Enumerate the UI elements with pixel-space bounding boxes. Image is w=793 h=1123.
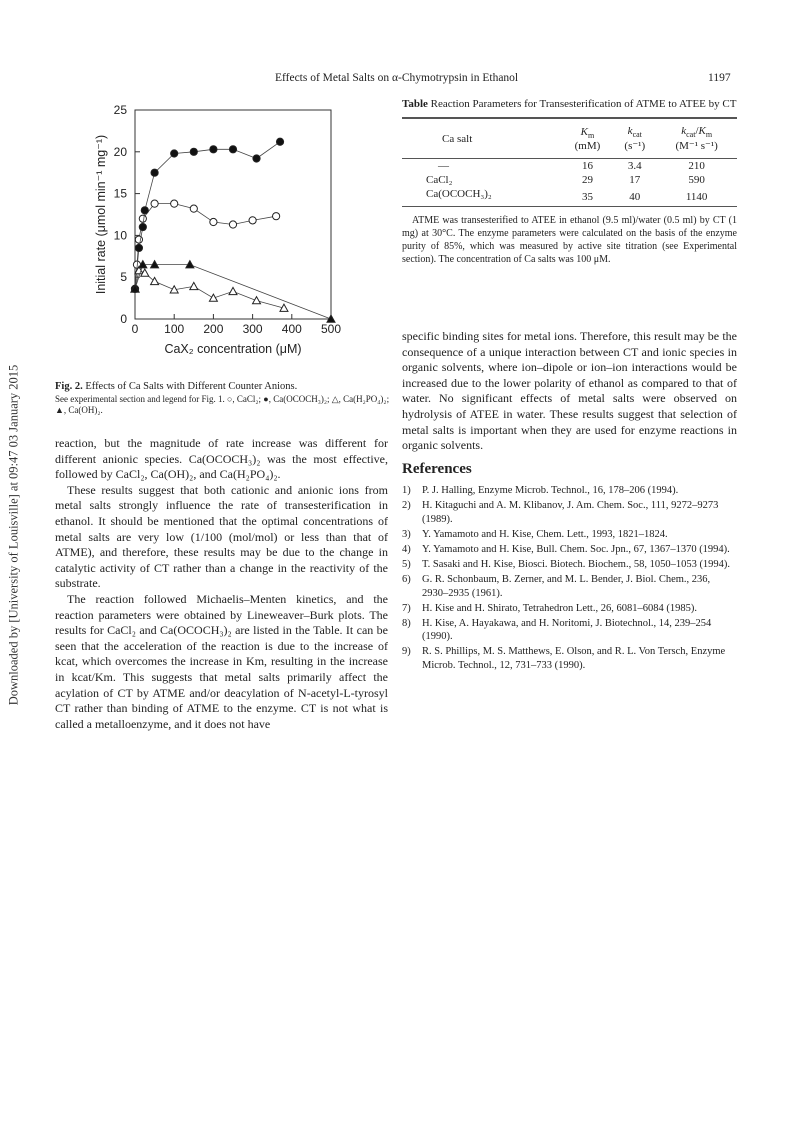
references-heading: References xyxy=(402,461,472,477)
page-number: 1197 xyxy=(708,72,731,84)
reference-item xyxy=(402,617,737,643)
reference-number: 6) xyxy=(402,574,411,586)
y-tick-label: 20 xyxy=(113,144,127,159)
series-line xyxy=(135,271,284,309)
y-tick-label: 25 xyxy=(113,103,127,117)
table-row: CaCl₂ 29 17 590 xyxy=(426,174,705,187)
table-note: ATME was transesterified to ATEE in ethanol (9.5 ml)/water (0.5 ml) by CT (1 mg) at 30°C. The enzyme parameters were calculated on the basis of the enzyme purity of 85%, which was measured by active site titration (see Experimental section). The concentration of Ca salts was 100 μM. xyxy=(402,215,737,266)
figure-caption-label: Fig. 2. xyxy=(55,381,83,392)
y-tick-label: 0 xyxy=(120,312,127,326)
left-column xyxy=(55,436,388,732)
reference-number: 3) xyxy=(402,528,411,540)
reference-item xyxy=(402,484,737,497)
data-point xyxy=(210,146,217,153)
table-header-salt: Ca salt xyxy=(442,132,473,145)
reference-number: 4) xyxy=(402,544,411,556)
running-title: Effects of Metal Salts on α-Chymotrypsin in Ethanol xyxy=(275,72,519,84)
table-row: — 16 3.4 210 xyxy=(402,159,737,174)
data-point xyxy=(273,213,280,220)
data-point xyxy=(190,205,197,212)
reference-text: H. Kise, A. Hayakawa, and H. Noritomi, J. Biotechnol., 14, 239–254 (1990). xyxy=(422,618,712,643)
x-tick-label: 200 xyxy=(203,322,224,336)
reference-text: R. S. Phillips, M. S. Matthews, E. Olson, and R. L. Von Tersch, Enzyme Microb. Technol., 12, 731–733 (1990). xyxy=(422,646,726,671)
x-axis-label: CaX₂ concentration (μM) xyxy=(164,342,302,356)
data-point xyxy=(139,215,146,222)
data-point xyxy=(229,287,237,294)
table-row: Ca(OCOCH₃)₂ 35 40 1140 xyxy=(426,188,708,203)
series-line xyxy=(135,204,276,289)
reference-item xyxy=(402,602,737,615)
data-point xyxy=(151,200,158,207)
reference-number: 2) xyxy=(402,500,411,512)
reference-text: Y. Yamamoto and H. Kise, Bull. Chem. Soc. Jpn., 67, 1367–1370 (1994). xyxy=(422,544,730,556)
data-point xyxy=(276,138,283,145)
table-header-kcat-km: $k_{cat}/K_m$ (M⁻¹ s⁻¹) xyxy=(675,125,718,153)
reference-number: 8) xyxy=(402,618,411,630)
x-tick-label: 100 xyxy=(164,322,185,336)
table-title-label: Table xyxy=(402,98,428,110)
data-point xyxy=(171,200,178,207)
download-watermark xyxy=(4,300,24,770)
data-point xyxy=(151,277,159,284)
paragraph: These results suggest that both cationic and anionic ions from metal salts strongly influence the rate of transesterification in ethanol. It should be mentioned that the optimal concentrations of metal salts are very low (1/100 (mol/mol) or less than that of ATME), and therefore, these results may be due to the change in catalytic activity of CT rather than a change in the reactivity of the substrate. xyxy=(55,482,388,591)
paragraph: reaction, but the magnitude of rate increase was different for different anionic species. Ca(OCOCH₃)₂ was the most effective, followed by CaCl₂, Ca(OH)₂, and Ca(H₂PO₄)₂. xyxy=(55,436,388,482)
data-point xyxy=(229,146,236,153)
data-point xyxy=(190,282,198,289)
reference-text: T. Sasaki and H. Kise, Biosci. Biotech. Biochem., 58, 1050–1053 (1994). xyxy=(422,559,731,571)
reference-number: 1) xyxy=(402,485,411,497)
table-title xyxy=(402,98,737,111)
x-tick-label: 400 xyxy=(281,322,302,336)
data-point xyxy=(141,207,148,214)
references-section xyxy=(402,463,737,674)
figure-caption-note: See experimental section and legend for Fig. 1. ○, CaCl₂; ●, Ca(OCOCH₃)₂; △, Ca(H₂PO₄)₂; ▲, Ca(OH)₂. xyxy=(55,393,390,416)
reference-number: 5) xyxy=(402,559,411,571)
reference-item xyxy=(402,499,737,525)
data-point xyxy=(139,223,146,230)
y-tick-label: 10 xyxy=(113,228,127,243)
data-point xyxy=(210,218,217,225)
reference-text: H. Kitaguchi and A. M. Klibanov, J. Am. Chem. Soc., 111, 9272–9273 (1989). xyxy=(422,500,719,525)
reference-item xyxy=(402,558,737,571)
x-tick-label: 0 xyxy=(131,322,139,336)
y-tick-label: 15 xyxy=(113,186,127,201)
reference-item xyxy=(402,645,737,671)
reaction-parameters-table xyxy=(402,98,737,266)
download-watermark-text: Downloaded by [University of Louisville] at 09:47 03 January 2015 xyxy=(6,364,21,706)
table-header-kcat: $k_{cat}$ (s⁻¹) xyxy=(624,125,646,153)
reference-text: P. J. Halling, Enzyme Microb. Technol., 16, 178–206 (1994). xyxy=(422,485,679,497)
data-point xyxy=(209,294,217,301)
table-header-km: $K_m$ (mM) xyxy=(574,125,601,152)
paragraph: specific binding sites for metal ions. Therefore, this result may be the consequence of a unique interaction between CT and ionic species in organic solvents, where ion–dipole or ion–ion interactions would be increased due to the lower polarity of ethanol as compared to that of water. No significant effects of metal salts were observed on hydrolysis of ATEE in water. These results suggest that selection of metal salts is important when they are used for enzyme reactions in organic solvents. xyxy=(402,329,737,453)
table-title-text: Reaction Parameters for Transesterification of ATME to ATEE by CT xyxy=(430,98,737,110)
x-tick-label: 300 xyxy=(242,322,263,336)
data-point xyxy=(190,148,197,155)
data-point xyxy=(171,150,178,157)
reference-number: 9) xyxy=(402,646,411,658)
figure-2-chart xyxy=(88,98,360,368)
x-tick-label: 500 xyxy=(320,322,342,336)
reference-item xyxy=(402,543,737,556)
figure-caption xyxy=(55,380,395,417)
reference-text: Y. Yamamoto and H. Kise, Chem. Lett., 1993, 1821–1824. xyxy=(422,528,668,540)
reference-item xyxy=(402,528,737,541)
data-point xyxy=(253,155,260,162)
data-point xyxy=(151,169,158,176)
data-point xyxy=(135,244,142,251)
figure-caption-title: Effects of Ca Salts with Different Counter Anions. xyxy=(85,381,298,392)
data-point xyxy=(229,221,236,228)
y-axis-label: Initial rate (μmol min⁻¹ mg⁻¹) xyxy=(94,134,108,295)
paragraph: The reaction followed Michaelis–Menten kinetics, and the reaction parameters were obtained by Lineweaver–Burk plots. The results for CaCl₂ and Ca(OCOCH₃)₂ are listed in the Table. It can be seen that the acceleration of the reaction is due to the increase of kcat, which overcomes the increase in Km, resulting in the increase in kcat/Km. This suggests that metal salts primarily affect the acylation of CT by ATME and/or deacylation of N-acetyl-L-tyrosyl CT rather than binding of ATME to the enzyme. CT is not what is called a metalloenzyme, and it does not have xyxy=(55,591,388,731)
reference-item xyxy=(402,573,737,599)
right-column xyxy=(402,329,737,454)
references-list xyxy=(402,484,737,672)
data-point xyxy=(253,297,261,304)
data-point xyxy=(135,236,142,243)
reference-text: G. R. Schonbaum, B. Zerner, and M. L. Bender, J. Biol. Chem., 236, 2930–2935 (1961). xyxy=(422,574,711,599)
data-point xyxy=(249,217,256,224)
y-tick-label: 5 xyxy=(120,270,127,285)
reference-text: H. Kise and H. Shirato, Tetrahedron Lett., 26, 6081–6084 (1985). xyxy=(422,602,697,614)
reference-number: 7) xyxy=(402,602,411,614)
